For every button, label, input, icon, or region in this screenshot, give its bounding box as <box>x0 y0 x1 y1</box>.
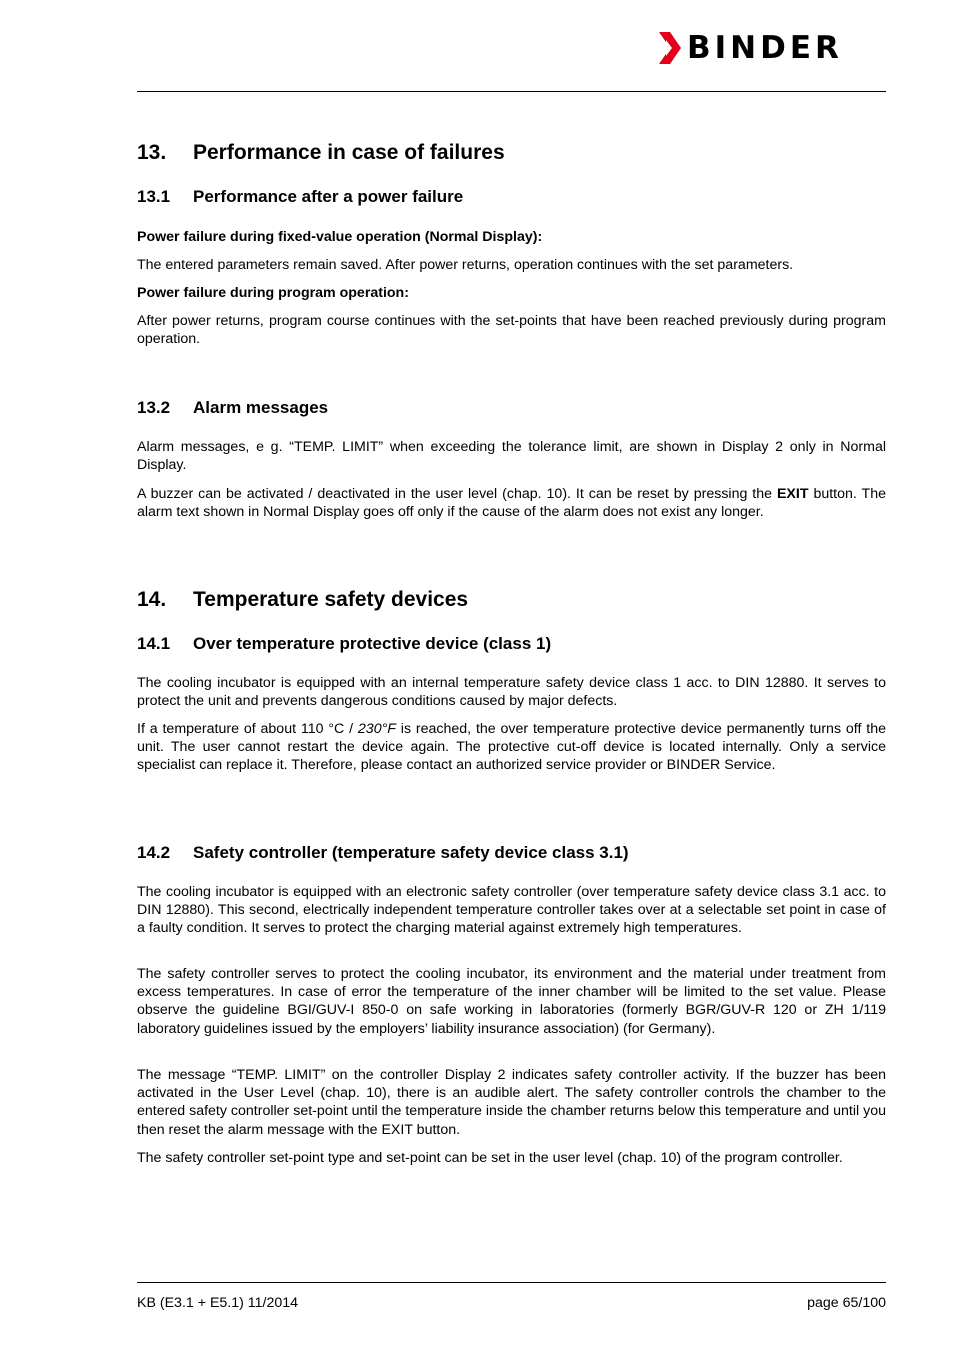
paragraph-14-2-d: The safety controller set-point type and set-point can be set in the user level (chap. 10) of the program controller. <box>137 1150 843 1166</box>
paragraph-14-2-b: The safety controller serves to protect the cooling incubator, its environment and the material under treatment from excess temperatures. In case of error the temperature of the inner chamber will be limited to the set value. Please observe the guideline BGI/GUV-I 850-0 on safe working in laboratories (formerly BGR/GUV-R 120 or ZH 1/119 laboratory guidelines issued by the employers’ liability insurance association) (for Germany). <box>137 966 886 1037</box>
header-rule <box>137 91 886 92</box>
paragraph-14-1-b-end: is reached, the over temperature protective device permanently turns off the unit. The user cannot restart the device again. The protective cut-off device is located internally. Only a service specialist can replace it. Therefore, please contact an authorized service provider or BINDER Service. <box>137 721 886 774</box>
section-14-2-title: Safety controller (temperature safety device class 3.1) <box>193 843 629 862</box>
section-13-title: Performance in case of failures <box>193 141 505 164</box>
paragraph-13-2-b-start: A buzzer can be activated / deactivated in the user level (chap. 10). It can be reset by pressing the <box>137 486 777 502</box>
binder-logo-text: BINDER <box>687 30 843 66</box>
paragraph-14-2-c: The message “TEMP. LIMIT” on the controller Display 2 indicates safety controller activity. If the buzzer has been activated in the User Level (chap. 10), there is an audible alert. The safety controller controls the chamber to the entered safety controller set-point until the temperature inside the chamber returns below this temperature and until you then reset the alarm message with the EXIT button. <box>137 1067 886 1138</box>
fahrenheit-value: 230°F <box>357 721 396 737</box>
section-13-2-number: 13.2 <box>137 398 171 417</box>
section-13-1-number: 13.1 <box>137 187 171 206</box>
binder-logo <box>657 30 887 66</box>
footer-rule <box>137 1282 886 1283</box>
paragraph-14-1-a: The cooling incubator is equipped with an internal temperature safety device class 1 acc. to DIN 12880. It serves to protect the unit and prevents dangerous conditions caused by major defects. <box>137 675 886 710</box>
subheading-program-operation: Power failure during program operation: <box>137 285 409 301</box>
section-13-1-title: Performance after a power failure <box>193 187 464 206</box>
section-14-2-heading <box>137 842 629 864</box>
section-14-number: 14. <box>137 588 167 611</box>
binder-logo-mark-icon <box>657 30 683 66</box>
paragraph-14-1-b <box>137 720 886 775</box>
paragraph-13-1-a: The entered parameters remain saved. After power returns, operation continues with the set parameters. <box>137 257 794 273</box>
section-14-title: Temperature safety devices <box>193 588 469 611</box>
section-13-2-heading <box>137 397 328 419</box>
section-13-number: 13. <box>137 141 167 164</box>
paragraph-13-2-b <box>137 485 886 521</box>
paragraph-13-2-a: Alarm messages, e g. “TEMP. LIMIT” when exceeding the tolerance limit, are shown in Display 2 only in Normal Display. <box>137 439 886 474</box>
section-14-1-number: 14.1 <box>137 634 171 653</box>
subheading-fixed-value: Power failure during fixed-value operation (Normal Display): <box>137 229 543 245</box>
paragraph-13-1-b: After power returns, program course continues with the set-points that have been reached previously during program operation. <box>137 313 886 348</box>
paragraph-14-2-a: The cooling incubator is equipped with an electronic safety controller (over temperature safety device class 3.1 acc. to DIN 12880). This second, electrically independent temperature controller takes over at a selectable set point in case of a faulty condition. It serves to protect the charging material against extremely high temperatures. <box>137 884 886 937</box>
section-14-1-title: Over temperature protective device (class 1) <box>193 634 552 653</box>
exit-label: EXIT <box>776 486 809 502</box>
section-14-2-number: 14.2 <box>137 843 171 862</box>
section-13-heading <box>137 140 505 166</box>
section-14-1-heading <box>137 633 551 655</box>
document-page <box>137 0 886 1350</box>
section-13-2-title: Alarm messages <box>193 398 329 417</box>
footer-page-number: page 65/100 <box>807 1295 886 1311</box>
section-13-1-heading <box>137 186 463 208</box>
section-14-heading <box>137 587 468 613</box>
paragraph-13-2-b-end: button. The alarm text shown in Normal Display goes off only if the cause of the alarm does not exist any longer. <box>137 486 886 521</box>
paragraph-14-1-b-start: If a temperature of about 110 °C / <box>137 721 358 737</box>
footer-document-id: KB (E3.1 + E5.1) 11/2014 <box>137 1295 299 1311</box>
